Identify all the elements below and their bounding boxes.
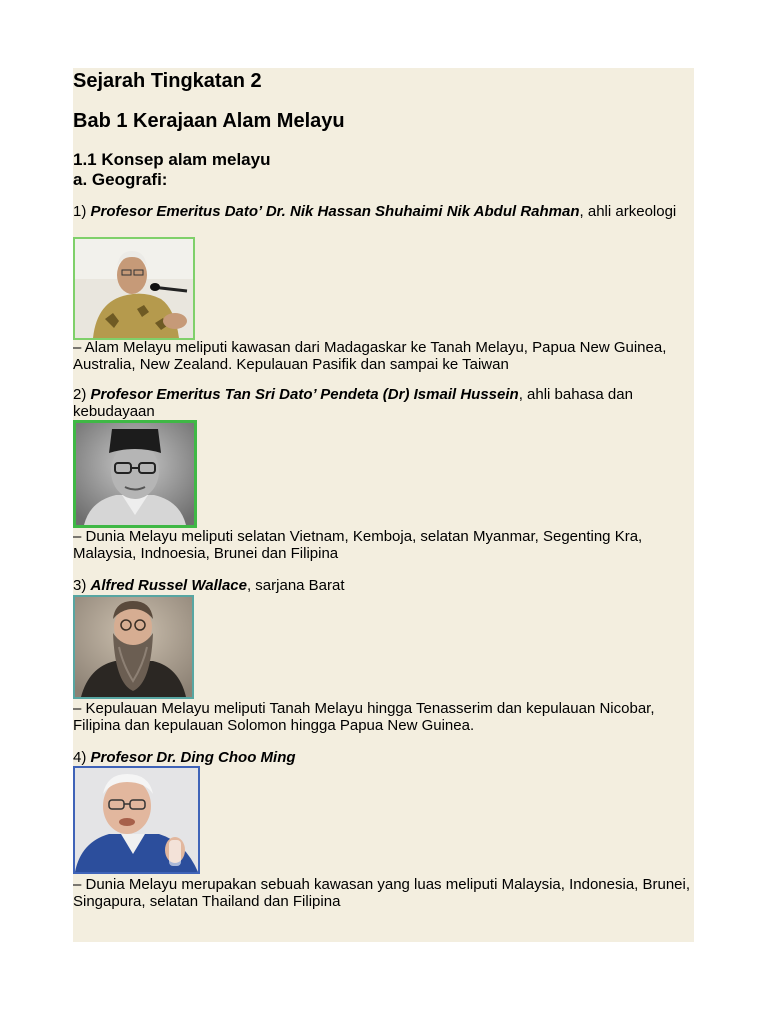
entry-4-heading bbox=[73, 749, 694, 766]
entry-1-number: 1) bbox=[73, 203, 87, 220]
entry-2-number: 2) bbox=[73, 386, 87, 403]
entry-4-photo bbox=[73, 766, 200, 874]
entry-3-description: – Kepulauan Melayu meliputi Tanah Melayu hingga Tenasserim dan kepulauan Nicobar, Filipina dan kepulauan Solomon hingga Papua New Guinea. bbox=[73, 700, 655, 734]
entry-1-heading bbox=[73, 203, 694, 220]
entry-1-description: – Alam Melayu meliputi kawasan dari Madagaskar ke Tanah Melayu, Papua New Guinea, Australia, New Zealand. Kepulauan Pasifik dan sampai ke Taiwan bbox=[73, 339, 667, 373]
entry-1-role: , ahli arkeologi bbox=[579, 203, 677, 220]
entry-4-number: 4) bbox=[73, 749, 87, 766]
entry-2-heading bbox=[73, 386, 694, 420]
section-heading: 1.1 Konsep alam melayu bbox=[73, 150, 271, 169]
entry-3-photo bbox=[73, 595, 194, 699]
portrait-man-songkok-icon bbox=[76, 423, 194, 525]
entry-4-description: – Dunia Melayu merupakan sebuah kawasan yang luas meliputi Malaysia, Indonesia, Brunei, Singapura, selatan Thailand dan Filipina bbox=[73, 876, 691, 910]
entry-2-name: Profesor Emeritus Tan Sri Dato’ Pendeta (Dr) Ismail Hussein bbox=[90, 386, 519, 403]
portrait-man-microphone-icon bbox=[75, 239, 193, 338]
entry-2-description: – Dunia Melayu meliputi selatan Vietnam, Kemboja, selatan Myanmar, Segenting Kra, Malaysia, Indnoesia, Brunei dan Filipina bbox=[73, 528, 643, 562]
entry-3-role: , sarjana Barat bbox=[246, 577, 345, 594]
entry-4-name: Profesor Dr. Ding Choo Ming bbox=[90, 749, 296, 766]
document-page bbox=[73, 68, 694, 942]
entry-3-heading bbox=[73, 577, 694, 594]
subsection-heading: a. Geografi: bbox=[73, 170, 168, 189]
entry-3-name: Alfred Russel Wallace bbox=[90, 577, 247, 594]
entry-2-photo bbox=[73, 420, 197, 528]
entry-3-number: 3) bbox=[73, 577, 87, 594]
entry-1-photo bbox=[73, 237, 195, 340]
portrait-man-beard-icon bbox=[75, 597, 192, 697]
chapter-heading: Bab 1 Kerajaan Alam Melayu bbox=[73, 110, 345, 132]
document-title: Sejarah Tingkatan 2 bbox=[73, 70, 262, 92]
entry-1-name: Profesor Emeritus Dato’ Dr. Nik Hassan Shuhaimi Nik Abdul Rahman bbox=[90, 203, 580, 220]
portrait-man-glasses-icon bbox=[75, 768, 198, 872]
entry-2-role: , ahli bahasa dan kebudayaan bbox=[73, 386, 633, 420]
